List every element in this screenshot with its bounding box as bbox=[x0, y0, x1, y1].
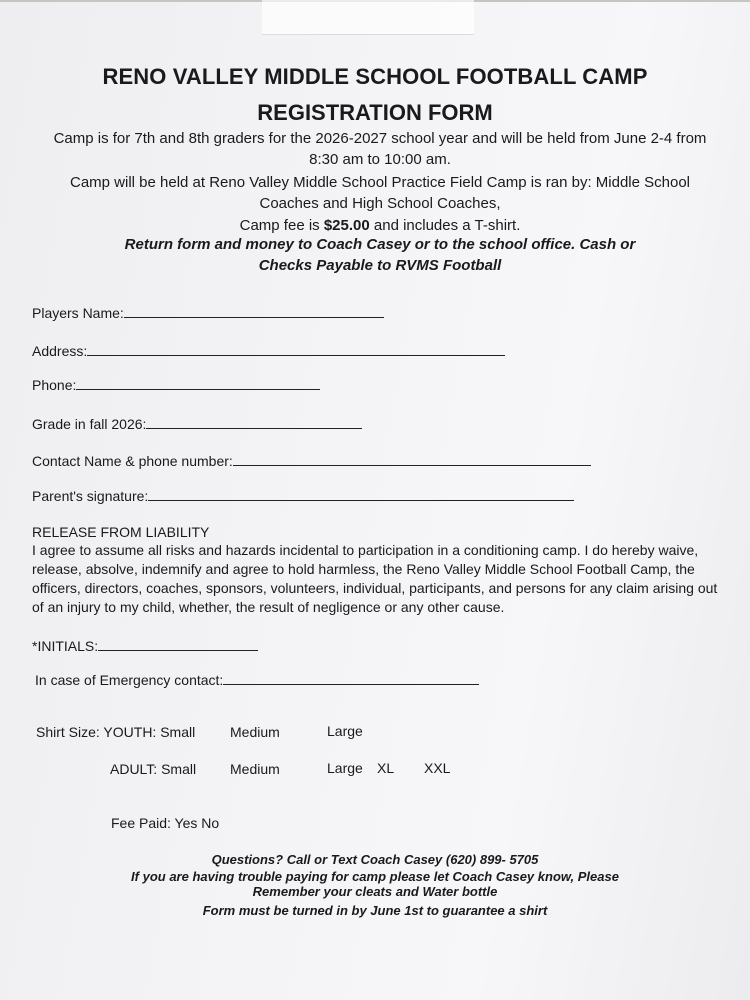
adult-xxl-option[interactable]: XXL bbox=[424, 760, 451, 776]
contact-field[interactable] bbox=[32, 451, 591, 469]
parent-signature-field[interactable] bbox=[32, 486, 574, 504]
grade-field[interactable] bbox=[32, 414, 362, 432]
initials-field[interactable] bbox=[32, 636, 258, 654]
release-heading: RELEASE FROM LIABILITY bbox=[32, 524, 210, 540]
initials-label: *INITIALS: bbox=[32, 638, 99, 654]
fee-prefix: Camp fee is bbox=[239, 217, 324, 234]
tape-strip bbox=[262, 0, 474, 35]
grade-line[interactable] bbox=[146, 414, 362, 429]
phone-label: Phone: bbox=[32, 377, 77, 393]
camp-fee-text bbox=[40, 215, 720, 236]
footer-trouble: If you are having trouble paying for camp please let Coach Casey know, Please bbox=[131, 869, 619, 884]
footer-questions: Questions? Call or Text Coach Casey (620) 899- 5705 bbox=[211, 852, 539, 867]
parent-signature-line[interactable] bbox=[148, 486, 574, 501]
release-text: I agree to assume all risks and hazards incidental to participation in a conditioning camp. I do hereby waive, release, absolve, indemnify and agree to hold harmless, the Reno Valley Middle School Football Camp, the officers, directors, coaches, sponsors, volunteers, individual, participants, and persons for any claim arising out of an injury to my child, whether, the result of negligence or any other cause. bbox=[32, 542, 718, 615]
player-name-label: Players Name: bbox=[32, 305, 124, 321]
player-name-line[interactable] bbox=[124, 303, 384, 318]
camp-dates-text: Camp is for 7th and 8th graders for the 2026-2027 school year and will be held from June 2-4 from 8:30 am to 10:00 am. bbox=[53, 130, 707, 168]
fee-amount: $25.00 bbox=[323, 217, 370, 234]
parent-signature-label: Parent's signature: bbox=[32, 488, 149, 504]
phone-field[interactable] bbox=[32, 375, 320, 393]
adult-xl-option[interactable]: XL bbox=[377, 760, 395, 776]
emergency-field[interactable] bbox=[35, 670, 479, 688]
phone-line[interactable] bbox=[76, 375, 320, 390]
return-note: Return form and money to Coach Casey or to the school office. Cash or Checks Payable to RVMS Football bbox=[124, 236, 636, 274]
adult-medium-option[interactable]: Medium bbox=[230, 761, 280, 777]
contact-label: Contact Name & phone number: bbox=[32, 453, 233, 469]
adult-large-option[interactable]: Large bbox=[327, 760, 363, 776]
address-field[interactable] bbox=[32, 341, 505, 359]
fee-suffix: and includes a T-shirt. bbox=[369, 217, 521, 234]
grade-label: Grade in fall 2026: bbox=[32, 416, 147, 432]
address-label: Address: bbox=[32, 343, 88, 359]
initials-line[interactable] bbox=[98, 636, 258, 651]
address-line[interactable] bbox=[87, 341, 505, 356]
form-subtitle: REGISTRATION FORM bbox=[257, 100, 493, 125]
form-title: RENO VALLEY MIDDLE SCHOOL FOOTBALL CAMP bbox=[102, 64, 648, 89]
adult-small-option[interactable]: ADULT: Small bbox=[110, 761, 197, 777]
footer-deadline: Form must be turned in by June 1st to guarantee a shirt bbox=[202, 903, 548, 918]
camp-location-text: Camp will be held at Reno Valley Middle School Practice Field Camp is ran by: Middle School Coaches and High School Coaches, bbox=[69, 174, 690, 212]
youth-medium-option[interactable]: Medium bbox=[230, 724, 280, 740]
shirt-size-youth-label: Shirt Size: YOUTH: Small bbox=[36, 724, 196, 740]
fee-paid-field[interactable]: Fee Paid: Yes No bbox=[111, 815, 220, 831]
contact-line[interactable] bbox=[233, 451, 591, 466]
footer-remember: Remember your cleats and Water bottle bbox=[252, 884, 498, 899]
player-name-field[interactable] bbox=[32, 303, 384, 321]
youth-large-option[interactable]: Large bbox=[327, 723, 363, 739]
emergency-label: In case of Emergency contact: bbox=[35, 672, 224, 688]
emergency-line[interactable] bbox=[223, 670, 479, 685]
